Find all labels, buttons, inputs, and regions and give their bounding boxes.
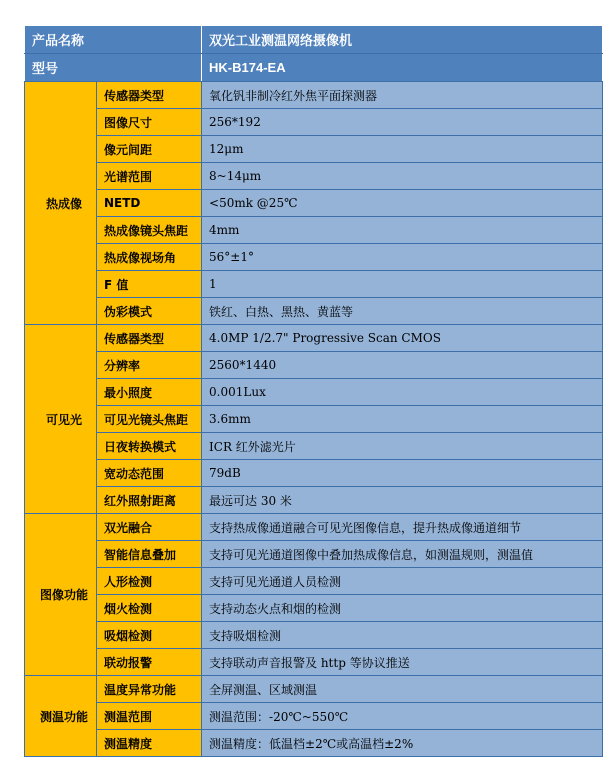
spec-row: [25, 109, 603, 136]
spec-key: 双光融合: [97, 514, 202, 541]
product-name-label: 产品名称: [25, 26, 202, 54]
spec-key: 热成像镜头焦距: [97, 217, 202, 244]
spec-key: 吸烟检测: [97, 622, 202, 649]
spec-value: 最远可达 30 米: [202, 487, 603, 514]
spec-row: [25, 460, 603, 487]
product-name-row: [25, 26, 603, 54]
spec-value: 测温范围：-20℃~550℃: [202, 703, 603, 730]
spec-row: [25, 379, 603, 406]
spec-row: [25, 136, 603, 163]
spec-row: [25, 271, 603, 298]
spec-value: 8~14μm: [202, 163, 603, 190]
spec-row: [25, 703, 603, 730]
product-name-value: 双光工业测温网络摄像机: [202, 26, 603, 54]
spec-value: 支持动态火点和烟的检测: [202, 595, 603, 622]
spec-key: 最小照度: [97, 379, 202, 406]
spec-row: [25, 406, 603, 433]
spec-value: 1: [202, 271, 603, 298]
spec-key: 可见光镜头焦距: [97, 406, 202, 433]
spec-value: <50mk @25℃: [202, 190, 603, 217]
spec-row: [25, 298, 603, 325]
spec-key: 分辨率: [97, 352, 202, 379]
spec-row: [25, 352, 603, 379]
spec-value: 支持吸烟检测: [202, 622, 603, 649]
spec-value: 全屏测温、区域测温: [202, 676, 603, 703]
spec-key: F 值: [97, 271, 202, 298]
spec-value: 0.001Lux: [202, 379, 603, 406]
spec-key: 图像尺寸: [97, 109, 202, 136]
spec-row: [25, 433, 603, 460]
section-category: 图像功能: [25, 514, 97, 676]
spec-key: 像元间距: [97, 136, 202, 163]
model-row: [25, 54, 603, 82]
spec-value: 256*192: [202, 109, 603, 136]
spec-row: [25, 541, 603, 568]
spec-value: ICR 红外滤光片: [202, 433, 603, 460]
spec-key: 伪彩模式: [97, 298, 202, 325]
spec-key: 红外照射距离: [97, 487, 202, 514]
spec-row: [25, 244, 603, 271]
model-value: HK-B174-EA: [202, 54, 603, 82]
spec-row: [25, 622, 603, 649]
spec-row: [25, 730, 603, 757]
spec-value: 56°±1°: [202, 244, 603, 271]
spec-row: [25, 325, 603, 352]
spec-value: 2560*1440: [202, 352, 603, 379]
spec-value: 12μm: [202, 136, 603, 163]
spec-value: 支持可见光通道人员检测: [202, 568, 603, 595]
spec-key: 日夜转换模式: [97, 433, 202, 460]
spec-key: 智能信息叠加: [97, 541, 202, 568]
spec-row: [25, 568, 603, 595]
spec-row: [25, 595, 603, 622]
spec-value: 支持可见光通道图像中叠加热成像信息，如测温规则，测温值: [202, 541, 603, 568]
spec-row: [25, 82, 603, 109]
spec-key: 宽动态范围: [97, 460, 202, 487]
spec-key: 传感器类型: [97, 82, 202, 109]
section-category: 热成像: [25, 82, 97, 325]
spec-value: 支持联动声音报警及 http 等协议推送: [202, 649, 603, 676]
spec-value: 铁红、白热、黑热、黄蓝等: [202, 298, 603, 325]
spec-key: 烟火检测: [97, 595, 202, 622]
model-label: 型号: [25, 54, 202, 82]
spec-row: [25, 163, 603, 190]
spec-row: [25, 217, 603, 244]
spec-key: 传感器类型: [97, 325, 202, 352]
spec-value: 测温精度：低温档±2℃或高温档±2%: [202, 730, 603, 757]
spec-value: 4.0MP 1/2.7" Progressive Scan CMOS: [202, 325, 603, 352]
spec-row: [25, 487, 603, 514]
spec-row: [25, 676, 603, 703]
spec-key: 人形检测: [97, 568, 202, 595]
spec-key: 光谱范围: [97, 163, 202, 190]
spec-row: [25, 514, 603, 541]
spec-key: 温度异常功能: [97, 676, 202, 703]
spec-key: 联动报警: [97, 649, 202, 676]
section-category: 测温功能: [25, 676, 97, 757]
section-category: 可见光: [25, 325, 97, 514]
spec-row: [25, 649, 603, 676]
spec-value: 4mm: [202, 217, 603, 244]
spec-key: 热成像视场角: [97, 244, 202, 271]
spec-key: NETD: [97, 190, 202, 217]
spec-value: 氧化钒非制冷红外焦平面探测器: [202, 82, 603, 109]
spec-key: 测温范围: [97, 703, 202, 730]
spec-key: 测温精度: [97, 730, 202, 757]
spec-value: 79dB: [202, 460, 603, 487]
spec-table: [24, 25, 603, 757]
spec-row: [25, 190, 603, 217]
spec-value: 支持热成像通道融合可见光图像信息，提升热成像通道细节: [202, 514, 603, 541]
spec-value: 3.6mm: [202, 406, 603, 433]
